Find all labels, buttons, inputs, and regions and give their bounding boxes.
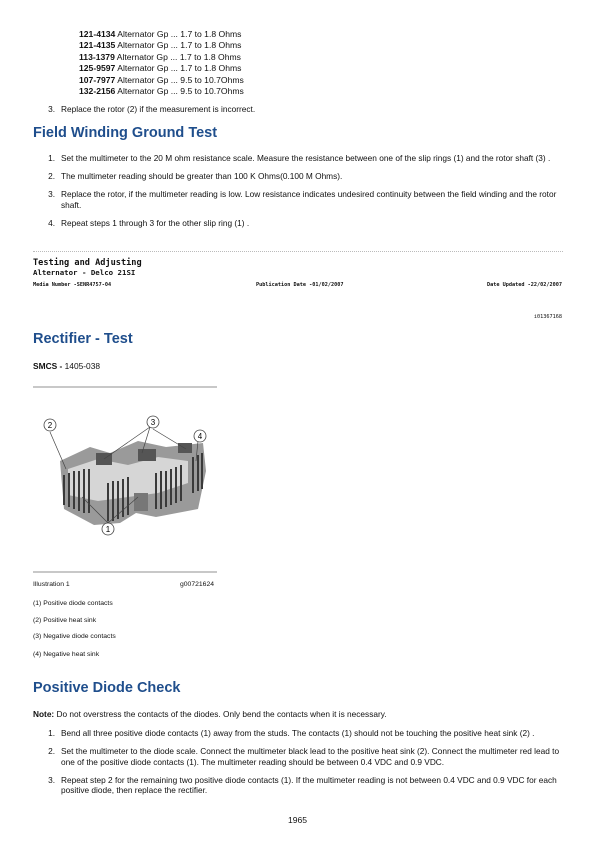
spec-row: 113-1379 Alternator Gp ... 1.7 to 1.8 Ohms: [79, 51, 241, 62]
rectifier-illustration: [38, 413, 218, 553]
list-item: 1. Bend all three positive diode contacts (1) away from the studs. The contacts (1) should not be touching the positive heat sink (2) .: [48, 728, 535, 738]
legend-item: (1) Positive diode contacts: [33, 600, 113, 607]
illustration-label: Illustration 1: [33, 581, 70, 588]
spec-row: 121-4135 Alternator Gp ... 1.7 to 1.8 Ohms: [79, 40, 242, 51]
document-id: i01367168: [533, 314, 562, 320]
legend-item: (3) Negative diode contacts: [33, 633, 116, 640]
list-item: 1. Set the multimeter to the 20 M ohm resistance scale. Measure the resistance between one of the slip rings (1) and the rotor shaft (3) .: [48, 153, 551, 163]
svg-text:1: 1: [105, 525, 111, 534]
rotor-step-list: [33, 104, 563, 122]
legend-item: (4) Negative heat sink: [33, 651, 100, 658]
callout-4: [194, 430, 206, 442]
divider: [33, 251, 563, 252]
smcs-code: SMCS - 1405-038: [33, 361, 101, 371]
illustration-bottom-rule: [33, 571, 217, 573]
section-heading-positive-diode: Positive Diode Check: [33, 680, 181, 696]
media-number: Media Number -SENR4757-04: [33, 282, 112, 288]
spec-row: 121-4134 Alternator Gp ... 1.7 to 1.8 Ohms: [79, 29, 242, 39]
illustration-top-rule: [33, 386, 217, 388]
list-item: 2. The multimeter reading should be greater than 100 K Ohms(0.100 M Ohms).: [48, 171, 343, 182]
list-item: 3. Repeat step 2 for the remaining two positive diode contacts (1). If the multimeter reading is not between 0.4 VDC and 0.9 VDC for each positive diode, then replace the rectifier.: [48, 774, 557, 796]
page-number: 1965: [287, 815, 308, 825]
spec-row: 125-9597 Alternator Gp ... 1.7 to 1.8 Ohms: [79, 63, 242, 74]
legend-item: (2) Positive heat sink: [33, 617, 97, 624]
svg-text:3: 3: [150, 418, 156, 427]
doc-subtitle: Alternator - Delco 21SI: [33, 268, 136, 277]
illustration-code: g00721624: [180, 581, 215, 588]
positive-diode-steps: [33, 728, 563, 803]
date-updated: Date Updated -22/02/2007: [487, 282, 562, 288]
spec-list: [79, 29, 244, 97]
list-item: 3. Replace the rotor, if the multimeter reading is low. Low resistance indicates undesired continuity between the field winding and the rotor shaft.: [48, 189, 557, 210]
doc-title: Testing and Adjusting: [33, 258, 142, 268]
spec-row: 132-2156 Alternator Gp ... 9.5 to 10.7Ohms: [79, 86, 244, 97]
svg-text:2: 2: [47, 421, 53, 430]
section-heading-field-winding: Field Winding Ground Test: [33, 125, 218, 141]
note: Note: Do not overstress the contacts of the diodes. Only bend the contacts when it is necessary.: [33, 709, 387, 719]
section-heading-rectifier: Rectifier - Test: [33, 331, 133, 347]
callout-2: [44, 419, 56, 431]
publication-date: Publication Date -01/02/2007: [256, 282, 344, 288]
callout-3: [147, 416, 159, 428]
list-item: 2. Set the multimeter to the diode scale. Connect the multimeter black lead to the positive heat sink (2). Connect the multimeter red lead to one of the positive diode contacts (1). The multimeter reading should be between 0.4 VDC and 0.9 VDC.: [48, 746, 560, 767]
spec-row: 107-7977 Alternator Gp ... 9.5 to 10.7Ohms: [79, 74, 244, 85]
rectifier-body: [60, 441, 206, 525]
field-winding-steps: [33, 153, 563, 236]
list-item: 3. Replace the rotor (2) if the measurement is incorrect.: [48, 104, 256, 114]
list-item: 4. Repeat steps 1 through 3 for the other slip ring (1) .: [48, 217, 250, 228]
svg-text:4: 4: [197, 432, 203, 441]
callout-1: [102, 523, 114, 535]
